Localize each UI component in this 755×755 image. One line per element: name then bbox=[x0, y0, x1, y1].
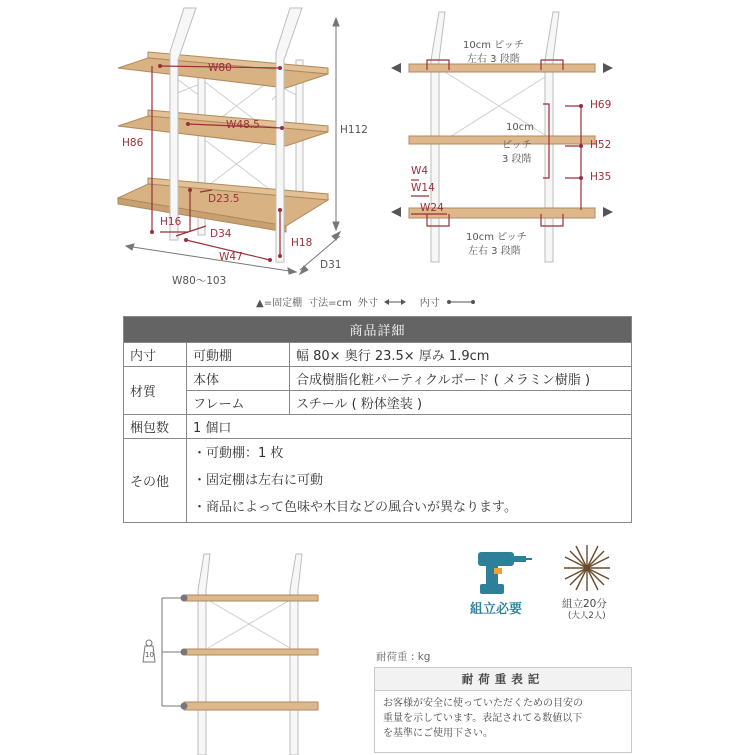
table-row bbox=[124, 343, 632, 367]
drill-icon bbox=[474, 546, 534, 596]
label-w47: W47 bbox=[219, 251, 243, 263]
label-h86: H86 bbox=[122, 137, 144, 149]
other-line-1: ・可動棚：1 枚 bbox=[193, 446, 284, 461]
spec-table bbox=[123, 316, 632, 523]
load-capacity-diagram bbox=[140, 550, 340, 755]
inner-size-value: 幅 80× 奥行 23.5× 厚み 1.9cm bbox=[290, 343, 632, 367]
inner-dot-line-icon bbox=[446, 298, 476, 306]
spec-table-title: 商品詳細 bbox=[124, 317, 632, 343]
legend-unit: 寸法=cm bbox=[308, 298, 352, 309]
label-h35: H35 bbox=[590, 171, 612, 183]
load-notice-box bbox=[374, 667, 632, 753]
pitch-top-line1: 10cm ピッチ bbox=[463, 40, 524, 51]
pitch-mid-line3: 3 段階 bbox=[502, 154, 532, 165]
frame-label: フレーム bbox=[187, 391, 290, 415]
package-count-label: 梱包数 bbox=[124, 415, 187, 439]
body-label: 本体 bbox=[187, 367, 290, 391]
pitch-bottom-line1: 10cm ピッチ bbox=[466, 232, 527, 243]
movable-shelf-label: 可動棚 bbox=[187, 343, 290, 367]
legend bbox=[256, 294, 476, 309]
label-h69: H69 bbox=[590, 99, 612, 111]
label-h18: H18 bbox=[291, 237, 313, 249]
weight-icon-value: 10 bbox=[145, 651, 154, 659]
table-row bbox=[124, 367, 632, 391]
package-count-value: 1 個口 bbox=[187, 415, 632, 439]
outer-arrow-icon bbox=[384, 298, 406, 306]
label-w80: W80 bbox=[208, 62, 232, 74]
shelf-perspective-diagram bbox=[0, 0, 375, 290]
legend-fixed: ▲=固定棚 bbox=[256, 298, 303, 309]
assembly-people-label: (大人2人) bbox=[568, 611, 606, 621]
other-line-3: ・商品によって色味や木目などの風合いが異なります。 bbox=[193, 500, 517, 515]
label-w4: W4 bbox=[411, 165, 429, 177]
table-row bbox=[124, 391, 632, 415]
label-d31: D31 bbox=[320, 259, 342, 271]
label-h52: H52 bbox=[590, 139, 612, 151]
label-h16: H16 bbox=[160, 216, 182, 228]
clock-burst-icon bbox=[562, 543, 612, 593]
assembly-time-label: 組立20分 bbox=[562, 598, 607, 610]
label-d34: D34 bbox=[210, 228, 232, 240]
load-notice-line-3: を基準にご使用下さい。 bbox=[383, 728, 493, 739]
label-d23-5: D23.5 bbox=[208, 193, 240, 205]
load-unit-label: 耐荷重 : kg bbox=[376, 651, 431, 663]
table-row bbox=[124, 439, 632, 523]
pitch-bottom-line2: 左右 3 段階 bbox=[468, 246, 521, 257]
legend-outer: 外寸 bbox=[357, 298, 378, 309]
load-notice-line-1: お客様が安全に使っていただくための目安の bbox=[383, 698, 583, 709]
load-notice-title: 耐荷重表記 bbox=[375, 668, 631, 691]
body-value: 合成樹脂化粧パーティクルボード ( メラミン樹脂 ) bbox=[290, 367, 632, 391]
assembly-required-label: 組立必要 bbox=[470, 602, 523, 617]
label-h112: H112 bbox=[340, 124, 368, 136]
pitch-top-line2: 左右 3 段階 bbox=[467, 54, 520, 65]
frame-value: スチール ( 粉体塗装 ) bbox=[290, 391, 632, 415]
other-line-2: ・固定棚は左右に可動 bbox=[193, 473, 324, 488]
material-label: 材質 bbox=[124, 367, 187, 415]
inner-size-label: 内寸 bbox=[124, 343, 187, 367]
shelf-boards bbox=[118, 52, 328, 232]
load-notice-line-2: 重量を示しています。表記されてる数値以下 bbox=[383, 713, 583, 724]
load-notice-body bbox=[375, 691, 631, 746]
label-w14: W14 bbox=[411, 182, 435, 194]
label-w80-103: W80〜103 bbox=[172, 275, 227, 287]
other-value bbox=[187, 439, 632, 523]
legend-inner: 内寸 bbox=[419, 298, 440, 309]
label-w48-5: W48.5 bbox=[226, 119, 260, 131]
other-label: その他 bbox=[124, 439, 187, 523]
label-w24: W24 bbox=[420, 202, 444, 214]
pitch-mid-line2: ピッチ bbox=[502, 140, 532, 151]
table-row bbox=[124, 415, 632, 439]
pitch-mid-line1: 10cm bbox=[506, 122, 534, 133]
